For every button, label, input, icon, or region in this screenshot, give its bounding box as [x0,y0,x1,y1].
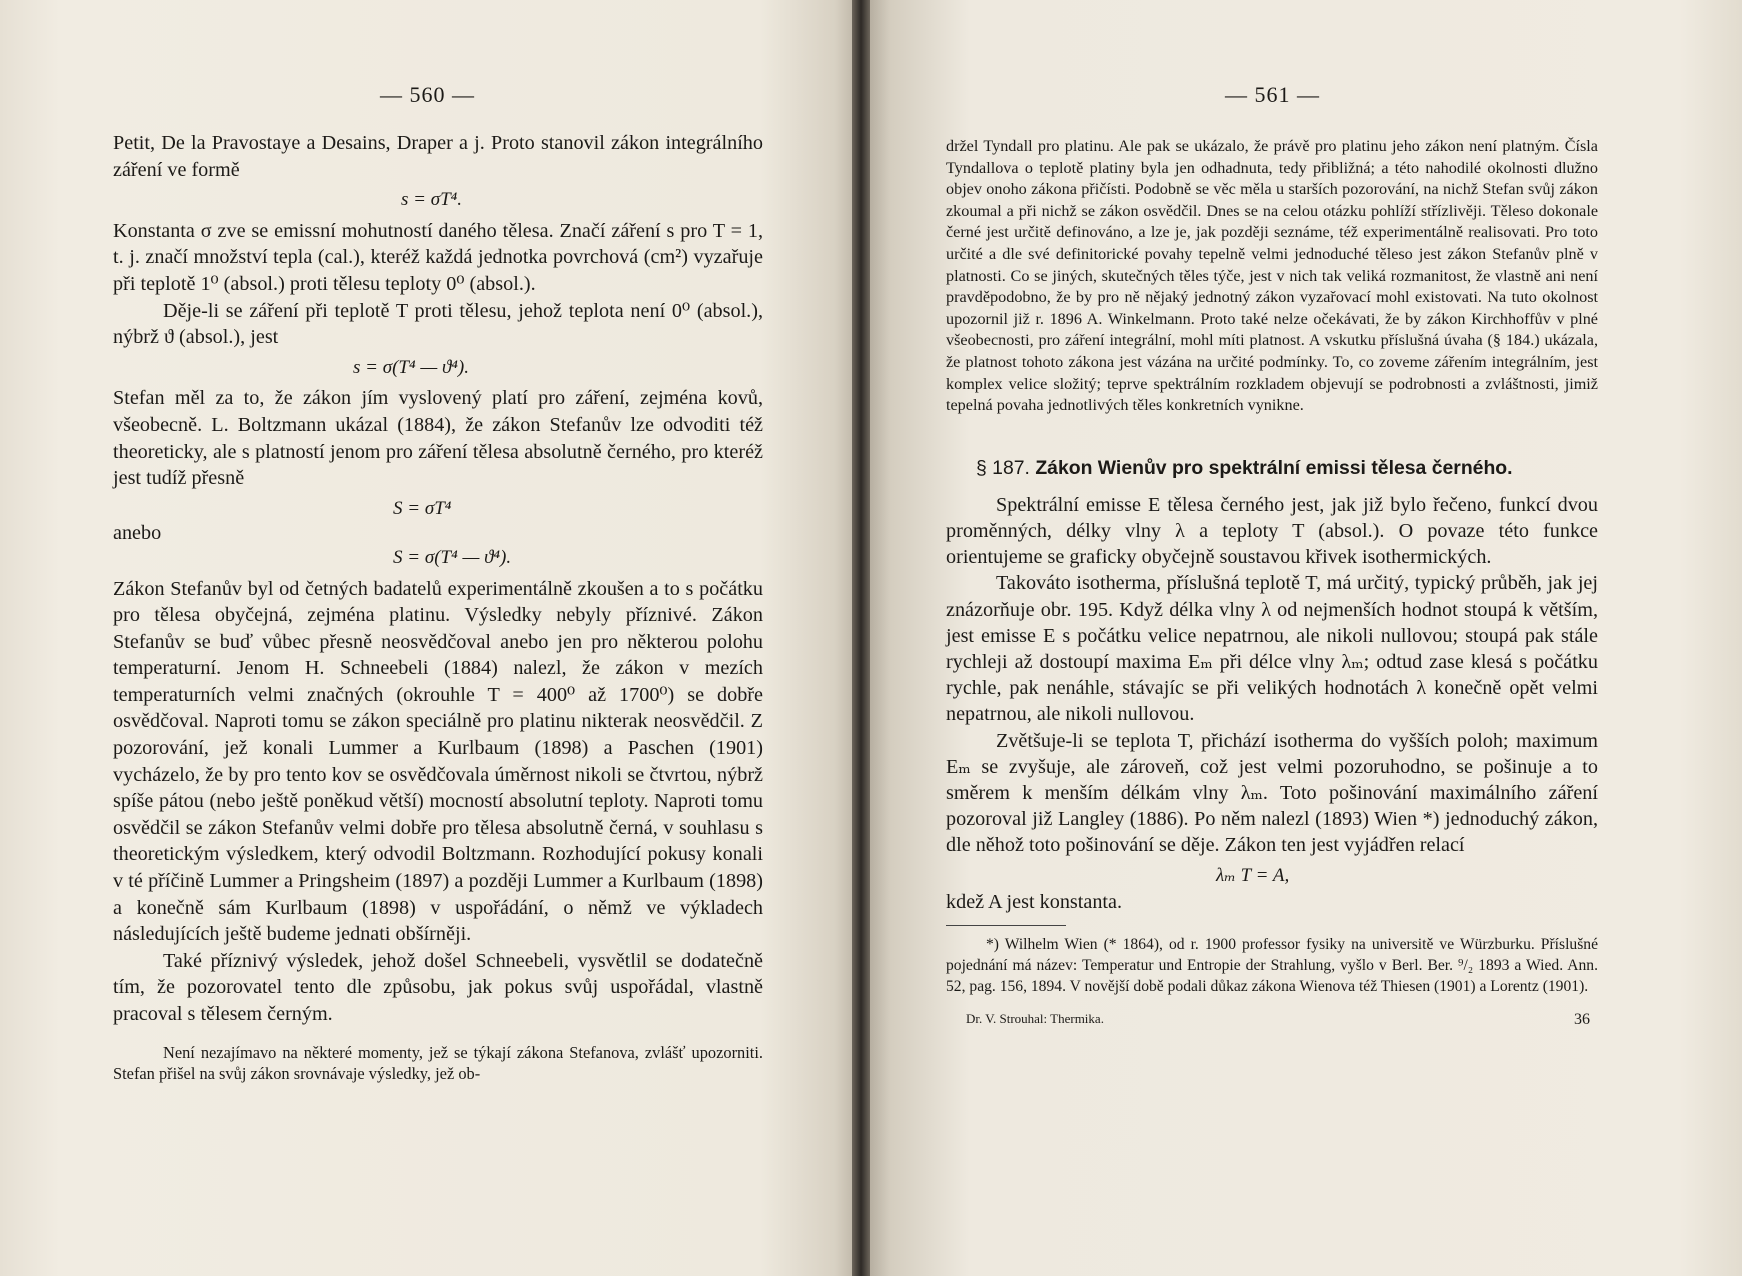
section-number: § 187. [976,456,1030,479]
paragraph: Zákon Stefanův byl od četných badatelů experimentálně zkoušen a to s počátku pro tělesa obyčejná, zejména platinu. Výsledky nebyly příznivé. Zákon Stefanův se buď vůbec přesně neosvědčoval anebo jen pro některou polohu temperaturní. Jenom H. Schneebeli (1884) nalezl, že zákon v mezích temperaturních velmi značných (okrouhle T = 400⁰ až 1700⁰) se dobře osvědčoval. Naproti tomu se zákon speciálně pro platinu nikterak neosvědčil. Z pozorování, jež konali Lummer a Kurlbaum (1898) a Paschen (1901) vycházelo, že by pro tento kov se osvědčovala úměrnost nikoli se čtvrtou, nýbrž spíše pátou (nebo ještě poněkud větší) mocností absolutní teploty. Naproti tomu osvědčil se zákon Stefanův velmi dobře pro tělesa absolutně černá, v souhlasu s theoretickým výsledkem, který odvodil Boltzmann. Rozhodující pokusy konali v té příčině Lummer a Pringsheim (1897) a později Lummer a Kurlbaum (1898) a konečně sám Kurlbaum (1898) v uspořádání, o němž ve výkladech následujících ještě budeme jednati obšírněji. [113,577,763,946]
connector-word: anebo [113,522,162,545]
page-left [0,0,860,1276]
paragraph: kdež A jest konstanta. [946,890,1123,913]
formula: S = σ(T⁴ — ϑ⁴). [393,546,512,568]
signature-line [946,1011,1598,1029]
paragraph: Spektrální emisse E tělesa černého jest, jak již bylo řečeno, funkcí dvou proměnných, délky vlny λ a teploty T (absol.). O povaze této funkce orientujeme se graficky obyčejně soustavou křivek isothermických. [946,493,1598,569]
footnote: *) Wilhelm Wien (* 1864), od r. 1900 professor fysiky na universitě ve Würzburku. Příslušné pojednání má název: Temperatur und Entropie der Strahlung, vyšlo v Berl. Ber. ⁹/₂ 1893 a Wied. Ann. 52, pag. 156, 1894. V novější době podali důkaz zákona Wienova též Thiesen (1901) a Lorentz (1901). [946,935,1598,995]
paragraph: Konstanta σ zve se emissní mohutností daného tělesa. Značí záření s pro T = 1, t. j. značí množství tepla (cal.), kteréž každá jednotka povrchová (cm²) vyzařuje při teplotě 1⁰ (absol.) proti tělesu teploty 0⁰ (absol.). [113,219,763,295]
signature-author: Dr. V. Strouhal: Thermika. [966,1010,1104,1026]
formula: s = σ(T⁴ — ϑ⁴). [353,356,469,378]
paragraph: Takováto isotherma, příslušná teplotě T, má určitý, typický průběh, jak jej znázorňuje obr. 195. Když délka vlny λ od nejmenších hodnot stoupá k větším, jest emisse E s počátku velice nepatrnou, ale nikoli nullovou; stoupá pak stále rychleji až dostoupí maxima Eₘ při délce vlny λₘ; odtud zase klesá s počátku rychle, pak nenáhle, stávajíc se při velikých hodnotách λ konečně opět velmi nepatrnou, ale nikoli nullovou. [946,572,1598,726]
footnote-rule [946,925,1066,926]
small-print-paragraph: držel Tyndall pro platinu. Ale pak se ukázalo, že právě pro platinu jeho zákon není platným. Čísla Tyndallova o teplotě platiny byla jen odhadnuta, tedy přibližná; a této nahodilé okolnosti dlužno objev onoho zákona přičísti. Podobně se věc měla u starších pozorování, na nichž Stefan svůj zákon zkoumal a při nichž se zákon osvědčil. Dnes se na celou otázku pohlíží střízlivěji. Těleso dokonale černé jest určitě definováno, a lze je, jak později seznáme, též experimentálně realisovati. Pro toto určité a dle své definitorické povahy tepelně velmi jednoduché těleso jest zákon Stefanův plně v platnosti. Co se jiných, skutečných těles týče, jest v nich tak veliká rozmanitost, že vlastně ani není pravděpodobno, že by pro ně nějaký jednotný zákon vyzařovací mohl existovati. Na tuto okolnost upozornil již r. 1896 A. Winkelmann. Proto také nelze očekávati, že by zákon Kirchhoffův v plné všeobecnosti, pro záření integrální, mohl míti platnost. A vskutku příslušná úvaha (§ 184.) ukázala, že platnost tohoto zákona jest vázána na určité podmínky. To, co zoveme zářením integrálním, jest komplex velice složitý; teprve spektrálním rozkladem objevují se podrobnosti a zvláštnosti, jimiž tepelná povaha jednotlivých těles konkretních vynikne. [946,137,1598,415]
paragraph: Děje-li se záření při teplotě T proti tělesu, jehož teplota není 0⁰ (absol.), nýbrž ϑ (absol.), jest [113,299,763,349]
formula: S = σT⁴ [393,497,452,519]
signature-page: 36 [1574,1010,1590,1028]
paragraph: Také příznivý výsledek, jehož došel Schneebeli, vysvětlil se dodatečně tím, že pozorovatel tento dle způsobu, jak pokus svůj uspořádal, vlastně pracoval s tělesem černým. [113,949,763,1025]
formula: s = σT⁴. [401,189,463,211]
paragraph: Petit, De la Pravostaye a Desains, Draper a j. Proto stanovil zákon integrálního záření ve formě [113,132,763,181]
small-print-note: Není nezajímavo na některé momenty, jež se týkají zákona Stefanova, zvlášť upozorniti. Stefan přišel na svůj zákon srovnávaje výsledky, jež ob- [113,1042,763,1084]
section-title: Zákon Wienův pro spektrální emissi tělesa černého. [1035,456,1513,479]
page-number: — 561 — [1225,82,1320,107]
section-heading [946,457,1598,480]
page-number: — 560 — [380,82,475,107]
paragraph: Stefan měl za to, že zákon jím vyslovený platí pro záření, zejména kovů, všeobecně. L. Boltzmann ukázal (1884), že zákon Stefanův lze odvoditi též theoreticky, ale s platností jenom pro záření tělesa absolutně černého, pro kteréž jest tudíž přesně [113,387,763,490]
paragraph: Zvětšuje-li se teplota T, přichází isotherma do vyšších poloh; maximum Eₘ se zvyšuje, ale zároveň, což jest velmi pozoruhodno, se pošinuje a to směrem k menším délkám vlny λₘ. Toto pošinování maximálního záření pozoroval již Langley (1886). Po něm nalezl (1893) Wien *) jednoduchý zákon, dle něhož toto pošinování se děje. Zákon ten jest vyjádřen relací [946,729,1598,857]
book-gutter [852,0,870,1276]
section-body [946,492,1598,915]
left-text-column [113,130,763,1085]
formula: λₘ T = A, [1216,864,1290,886]
right-text-column [946,136,1598,1029]
